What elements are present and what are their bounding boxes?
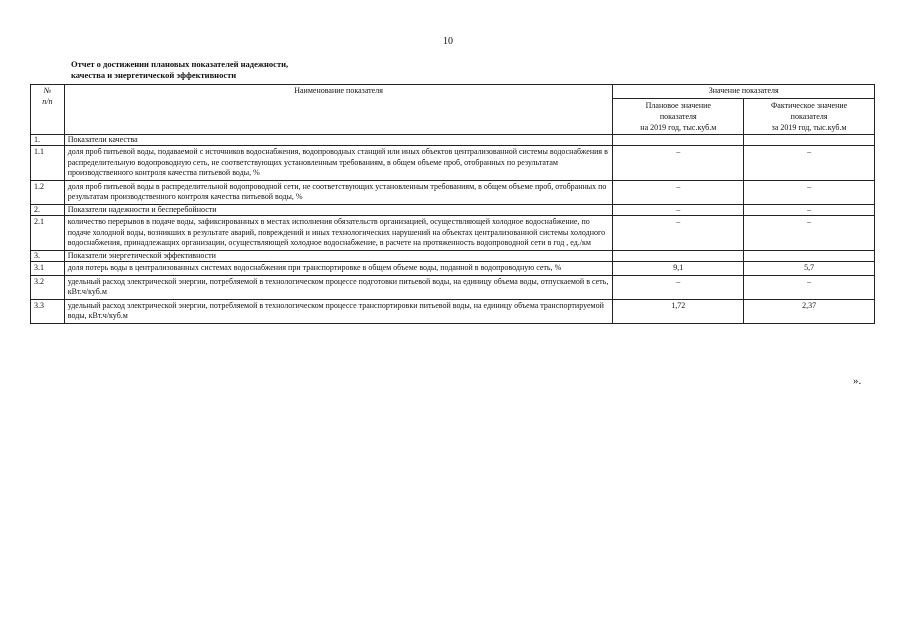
row-plan-value: – xyxy=(613,180,744,204)
row-fact-value: – xyxy=(744,216,875,251)
row-number: 1. xyxy=(31,134,65,146)
row-indicator-name: удельный расход электрической энергии, потребляемой в технологическом процессе транспортировки питьевой воды, на единицу объема транспортируемой воды, кВт.ч/куб.м xyxy=(64,299,613,323)
row-number: 3.3 xyxy=(31,299,65,323)
table-row-section-quality xyxy=(31,134,875,146)
row-fact-value: – xyxy=(744,180,875,204)
header-indicator-value: Значение показателя xyxy=(613,85,875,99)
closing-quote-mark: ». xyxy=(853,375,862,387)
row-fact-value xyxy=(744,250,875,262)
row-indicator-name: удельный расход электрической энергии, потребляемой в технологическом процессе подготовки питьевой воды, на единицу объема воды, отпускаемой в сеть, кВт.ч/куб.м xyxy=(64,275,613,299)
row-plan-value: 9,1 xyxy=(613,262,744,276)
table-row-section-energy xyxy=(31,250,875,262)
table-row xyxy=(31,216,875,251)
row-indicator-name: доля проб питьевой воды, подаваемой с источников водоснабжения, водопроводных станций или иных объектов централизованной системы водоснабжения в распределительную водопроводную сеть, не соответствующих установленным требованиям, в общем объеме проб, отобранных по результатам производственного контроля качества питьевой воды, % xyxy=(64,146,613,181)
row-indicator-name: Показатели качества xyxy=(64,134,613,146)
row-number: 3.2 xyxy=(31,275,65,299)
header-number-symbol: № xyxy=(43,86,52,95)
row-indicator-name: доля проб питьевой воды в распределительной водопроводной сети, не соответствующих установленным требованиям, в общем объеме проб, отобранных по результатам производственного контроля качества питьевой воды, % xyxy=(64,180,613,204)
report-title-line-2: качества и энергетической эффективности xyxy=(71,70,237,80)
table-row xyxy=(31,262,875,276)
header-indicator-name: Наименование показателя xyxy=(64,85,613,135)
table-row xyxy=(31,146,875,181)
row-indicator-name: Показатели надежности и бесперебойности xyxy=(64,204,613,216)
row-number: 3.1 xyxy=(31,262,65,276)
header-plan-line-2: показателя xyxy=(659,111,697,121)
row-fact-value: – xyxy=(744,146,875,181)
header-fact-line-1: Фактическое значение xyxy=(770,100,848,110)
report-title xyxy=(71,59,288,81)
row-plan-value xyxy=(613,250,744,262)
row-fact-value: 2,37 xyxy=(744,299,875,323)
row-fact-value xyxy=(744,134,875,146)
table-row xyxy=(31,180,875,204)
header-fact-line-2: показателя xyxy=(790,111,828,121)
table-row xyxy=(31,299,875,323)
indicators-table xyxy=(30,84,875,324)
row-plan-value: 1,72 xyxy=(613,299,744,323)
header-number-abbr: п/п xyxy=(42,96,53,106)
header-number xyxy=(31,85,65,135)
row-fact-value: – xyxy=(744,204,875,216)
row-number: 2.1 xyxy=(31,216,65,251)
table-row-section-reliability xyxy=(31,204,875,216)
header-fact-value xyxy=(744,98,875,134)
page-number: 10 xyxy=(443,36,453,47)
report-title-line-1: Отчет о достижении плановых показателей надежности, xyxy=(71,59,289,69)
row-fact-value: 5,7 xyxy=(744,262,875,276)
table-row xyxy=(31,275,875,299)
row-plan-value: – xyxy=(613,275,744,299)
row-plan-value: – xyxy=(613,146,744,181)
header-plan-value xyxy=(613,98,744,134)
row-plan-value: – xyxy=(613,216,744,251)
row-number: 2. xyxy=(31,204,65,216)
row-indicator-name: количество перерывов в подаче воды, зафиксированных в местах исполнения обязательств организацией, осуществляющей холодное водоснабжение, по подаче холодной воды, возникших в результате аварий, повреждений и иных технологических нарушений на объектах централизованной системы холодного водоснабжения, принадлежащих организации, осуществляющей холодное водоснабжение, в расчете на протяженность водопроводной сети в год , ед./км xyxy=(64,216,613,251)
row-fact-value: – xyxy=(744,275,875,299)
row-number: 3. xyxy=(31,250,65,262)
row-indicator-name: Показатели энергетической эффективности xyxy=(64,250,613,262)
row-plan-value: – xyxy=(613,204,744,216)
row-indicator-name: доля потерь воды в централизованных системах водоснабжения при транспортировке в общем объеме воды, поданной в водопроводную сеть, % xyxy=(64,262,613,276)
row-plan-value xyxy=(613,134,744,146)
header-plan-line-1: Плановое значение xyxy=(645,100,711,110)
header-fact-line-3: за 2019 год, тыс.куб.м xyxy=(771,122,847,132)
row-number: 1.1 xyxy=(31,146,65,181)
header-plan-line-3: на 2019 год, тыс.куб.м xyxy=(640,122,717,132)
row-number: 1.2 xyxy=(31,180,65,204)
